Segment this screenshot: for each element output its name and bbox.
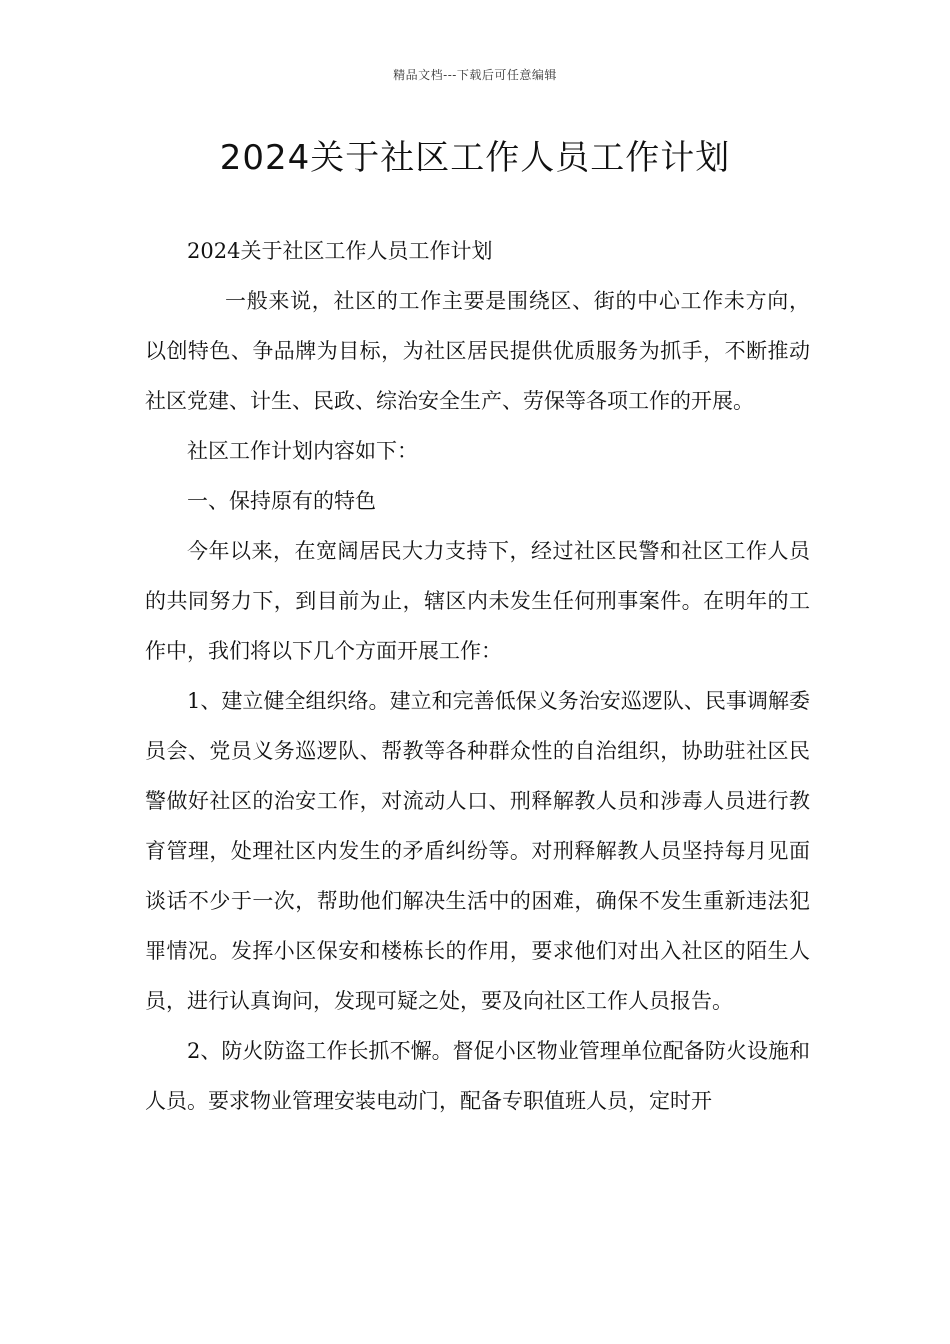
section-heading-1: 一、保持原有的特色 — [187, 489, 376, 513]
document-title: 2024关于社区工作人员工作计划 — [219, 138, 731, 178]
document-body — [145, 226, 810, 1126]
paragraph-plan-heading: 社区工作计划内容如下： — [187, 439, 418, 463]
paragraph-section-1: 今年以来，在宽阔居民大力支持下，经过社区民警和社区工作人员的共同努力下，到目前为止，辖区内未发生任何刑事案件。在明年的工作中，我们将以下几个方面开展工作： — [145, 539, 810, 663]
paragraph-intro: 一般来说，社区的工作主要是围绕区、街的中心工作未方向，以创特色、争品牌为目标，为社区居民提供优质服务为抓手，不断推动社区党建、计生、民政、综治安全生产、劳保等各项工作的开展。 — [145, 289, 810, 413]
paragraph-subtitle: 2024关于社区工作人员工作计划 — [187, 239, 493, 263]
header-note: 精品文档---下载后可任意编辑 — [393, 68, 557, 82]
paragraph-item-1: 1、建立健全组织络。建立和完善低保义务治安巡逻队、民事调解委员会、党员义务巡逻队、帮教等各种群众性的自治组织，协助驻社区民警做好社区的治安工作，对流动人口、刑释解教人员和涉毒人员进行教育管理，处理社区内发生的矛盾纠纷等。对刑释解教人员坚持每月见面谈话不少于一次，帮助他们解决生活中的困难，确保不发生重新违法犯罪情况。发挥小区保安和楼栋长的作用，要求他们对出入社区的陌生人员，进行认真询问，发现可疑之处，要及向社区工作人员报告。 — [145, 689, 810, 1013]
paragraph-item-2: 2、防火防盗工作长抓不懈。督促小区物业管理单位配备防火设施和人员。要求物业管理安装电动门，配备专职值班人员，定时开 — [145, 1039, 810, 1113]
